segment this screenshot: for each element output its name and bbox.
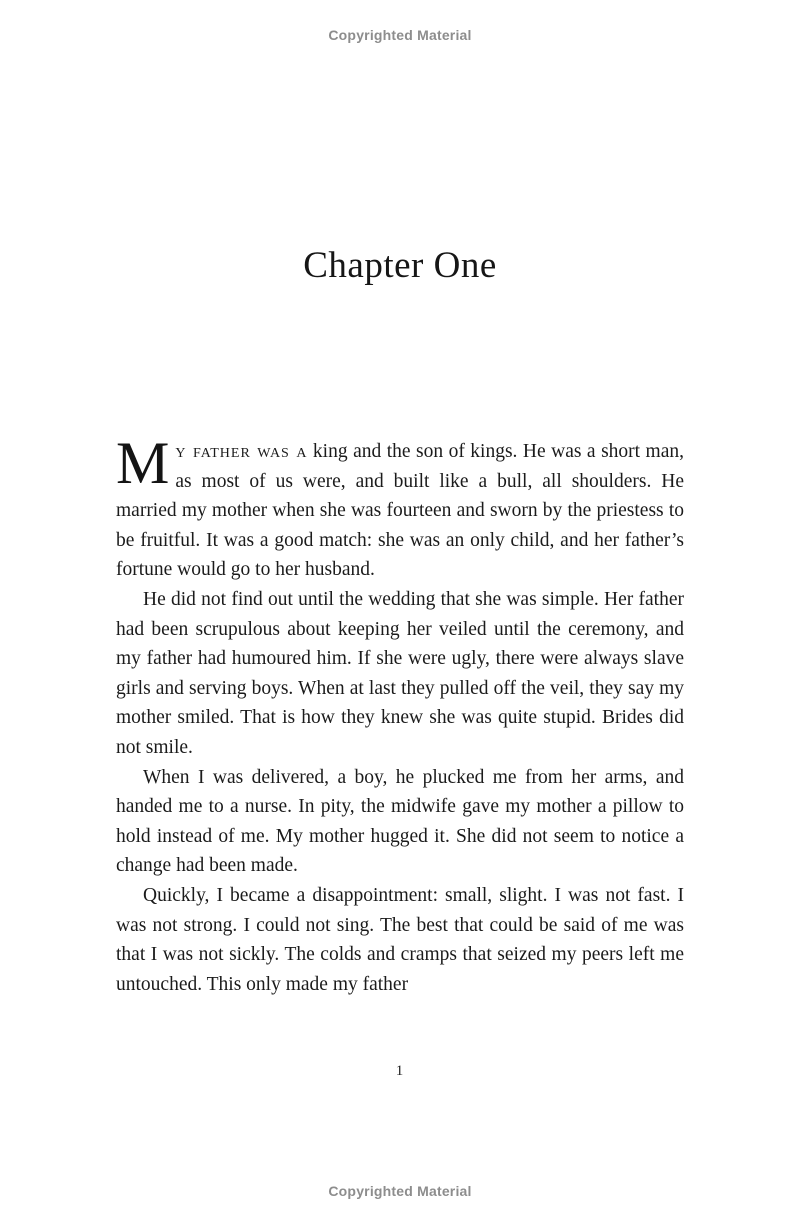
copyright-notice-bottom: Copyrighted Material	[328, 1183, 472, 1199]
paragraph-second: He did not find out until the wedding that she was simple. Her father had been scrupulous about keeping her veiled until the ceremony, and my father had humoured him. If she were ugly, there were always slave girls and serving boys. When at last they pulled off the veil, they say my mother smiled. That is how they knew she was quite stupid. Brides did not smile.	[116, 588, 684, 758]
page-number: 1	[395, 1063, 405, 1079]
paragraph-first	[116, 430, 684, 585]
copyright-notice-top: Copyrighted Material	[328, 27, 472, 43]
small-caps-lead: y father was a	[175, 441, 308, 462]
chapter-title: Chapter One	[303, 245, 497, 286]
paragraph-text: king and the son of kings. He was a short man, as most of us were, and built like a bull, all shoulders. He married my mother when she was fourteen and sworn by the priestess to be fruitful. It was a good match: she was an only child, and her father’s fortune would go to her husband.	[116, 441, 684, 581]
paragraph-fourth: Quickly, I became a disappointment: small, slight. I was not fast. I was not strong. I could not sing. The best that could be said of me was that I was not sickly. The colds and cramps that seized my peers left me untouched. This only made my father	[116, 884, 684, 995]
paragraph-third: When I was delivered, a boy, he plucked me from her arms, and handed me to a nurse. In pity, the midwife gave my mother a pillow to hold instead of me. My mother hugged it. She did not seem to notice a change had been made.	[116, 766, 684, 877]
drop-cap: M	[116, 430, 170, 496]
body-text	[116, 430, 684, 999]
